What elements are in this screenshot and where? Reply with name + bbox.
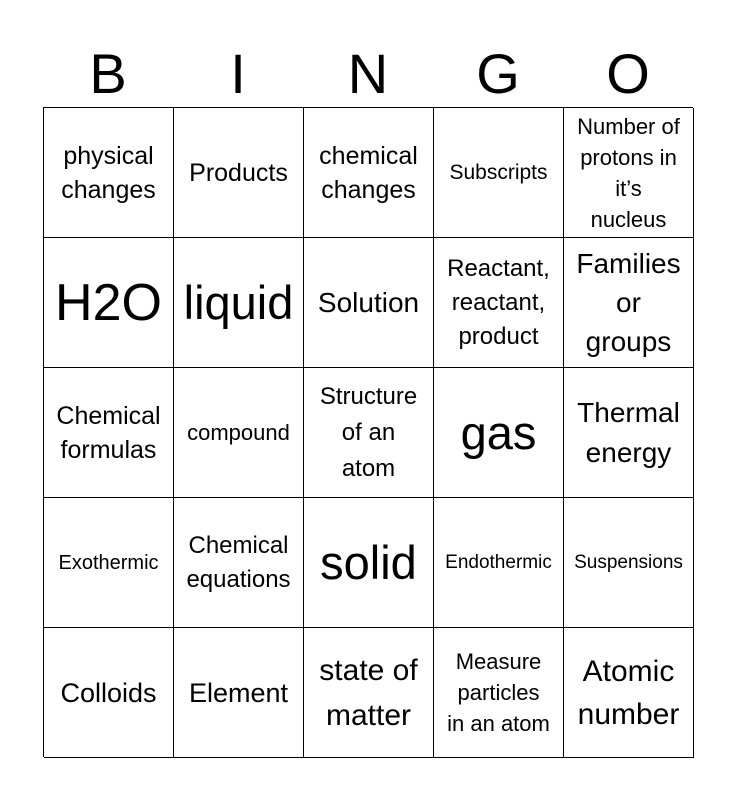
bingo-header — [43, 44, 693, 104]
cell-text: Chemical equations — [186, 531, 291, 593]
bingo-cell[interactable] — [434, 498, 564, 628]
cell-text: Solution — [317, 286, 420, 318]
bingo-cell[interactable] — [44, 238, 174, 368]
cell-text: Exothermic — [58, 551, 159, 574]
cell-text: Chemical formulas — [56, 401, 161, 464]
cell-text: compound — [187, 419, 290, 445]
bingo-cell[interactable] — [434, 368, 564, 498]
bingo-cell[interactable] — [174, 368, 304, 498]
header-letter-o: O — [606, 42, 650, 105]
bingo-cell[interactable] — [174, 498, 304, 628]
bingo-cell[interactable] — [564, 238, 694, 368]
cell-text: H2O — [55, 273, 162, 332]
cell-text: Thermal energy — [577, 396, 680, 468]
cell-text: Colloids — [60, 677, 157, 708]
bingo-cell[interactable] — [564, 498, 694, 628]
bingo-cell[interactable] — [304, 628, 434, 758]
bingo-cell[interactable] — [564, 108, 694, 238]
bingo-cell[interactable] — [44, 368, 174, 498]
bingo-cell[interactable] — [434, 108, 564, 238]
bingo-cell[interactable] — [564, 368, 694, 498]
cell-text: Number of protons in it’s nucleus — [577, 113, 680, 232]
bingo-cell[interactable] — [304, 108, 434, 238]
bingo-cell[interactable] — [304, 238, 434, 368]
bingo-grid — [43, 107, 693, 757]
bingo-cell[interactable] — [44, 498, 174, 628]
cell-text: Products — [189, 158, 288, 187]
bingo-cell[interactable] — [304, 368, 434, 498]
cell-text: Atomic number — [577, 654, 680, 731]
bingo-cell[interactable] — [174, 238, 304, 368]
cell-text: Measure particles in an atom — [447, 649, 550, 736]
cell-text: chemical changes — [319, 141, 418, 204]
cell-text: gas — [460, 405, 537, 459]
cell-text: Structure of an atom — [319, 382, 418, 482]
cell-text: Suspensions — [574, 552, 683, 573]
bingo-cell[interactable] — [44, 628, 174, 758]
cell-text: physical changes — [61, 141, 156, 204]
cell-text: state of matter — [319, 653, 418, 732]
bingo-cell[interactable] — [174, 108, 304, 238]
bingo-cell[interactable] — [564, 628, 694, 758]
bingo-cell[interactable] — [434, 628, 564, 758]
cell-text: Subscripts — [449, 160, 548, 184]
cell-text: Endothermic — [445, 552, 552, 573]
cell-text: Families or groups — [576, 248, 681, 357]
bingo-cell[interactable] — [304, 498, 434, 628]
cell-text: Reactant, reactant, product — [447, 254, 550, 350]
header-letter-g: G — [476, 42, 520, 105]
header-letter-n: N — [347, 42, 389, 105]
cell-text: solid — [320, 535, 417, 589]
header-letter-i: I — [230, 42, 246, 105]
bingo-cell[interactable] — [434, 238, 564, 368]
cell-text: liquid — [183, 275, 294, 329]
cell-text: Element — [188, 677, 289, 708]
bingo-cell[interactable] — [174, 628, 304, 758]
header-letter-b: B — [89, 42, 127, 105]
bingo-cell[interactable] — [44, 108, 174, 238]
